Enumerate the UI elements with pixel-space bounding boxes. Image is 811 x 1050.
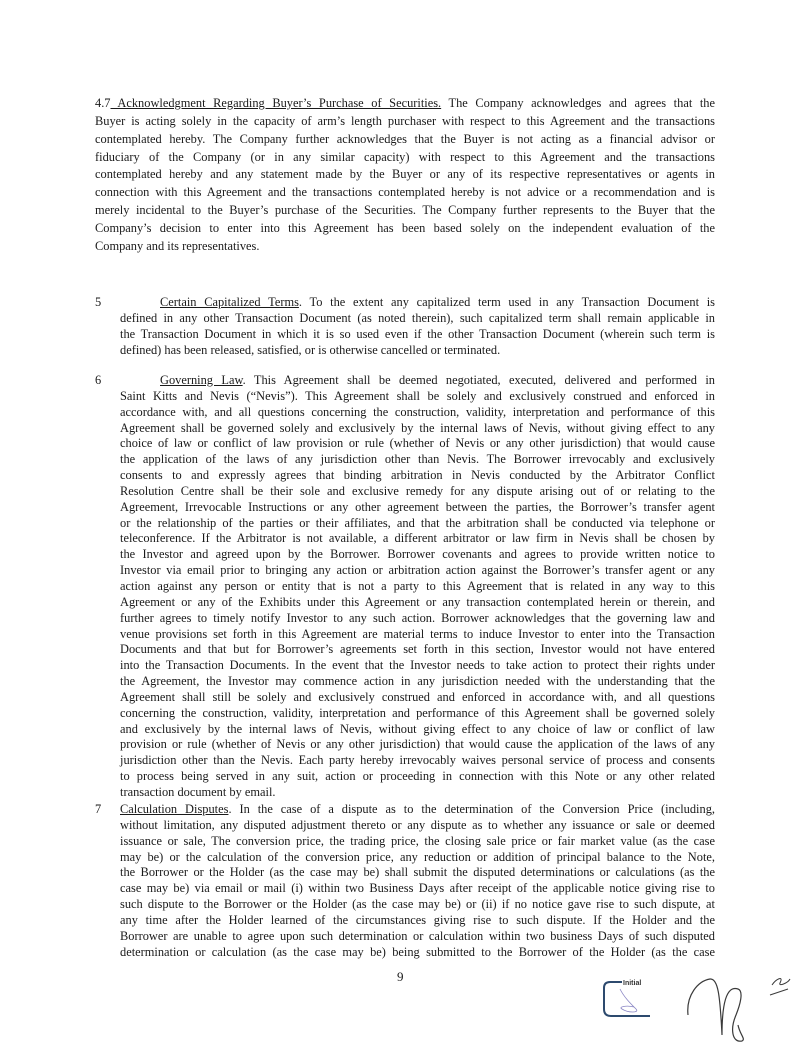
section-heading: Certain Capitalized Terms xyxy=(160,295,299,309)
text-line: action against any person or entity that is not a party to this Agreement that is related in any way to this xyxy=(120,578,715,593)
text-line: The Company acknowledges and agrees that the xyxy=(441,96,716,110)
text-line: Buyer is acting solely in the capacity of arm’s length purchaser with respect to this Agreement and the transactions xyxy=(95,113,715,128)
text-line: consents to and expressly agrees that binding arbitration in Nevis conducted by the Arbitrator Conflict xyxy=(120,468,715,483)
text-line: transaction document by email. xyxy=(120,784,276,799)
text-line: defined in any other Transaction Document (as noted therein), such capitalized term shall remain applicable in xyxy=(120,310,715,325)
text-line: defined) has been released, satisfied, or is otherwise cancelled or terminated. xyxy=(120,342,501,357)
text-line: Borrower are unable to agree upon such determination or calculation within two business Days of such disputed xyxy=(120,928,715,943)
section-5-number: 5 xyxy=(95,295,102,309)
section-7-number: 7 xyxy=(95,802,102,816)
text-line: accordance with, and all questions concerning the construction, validity, interpretation and performance of this xyxy=(120,404,715,419)
text-line: Saint Kitts and Nevis (“Nevis”). This Agreement shall be solely and exclusively construed and enforced in xyxy=(120,388,715,403)
text-line: merely incidental to the Buyer’s purchase of the Securities. The Company further represents to the Buyer that the xyxy=(95,203,715,218)
initial-stamp-frame-icon xyxy=(600,975,652,1020)
text-line: jurisdiction other than the Nevis. Each party hereby irrevocably waives personal service of process and consents xyxy=(120,753,715,768)
signature-handwriting-icon xyxy=(680,965,805,1045)
text-line: concerning the construction, validity, interpretation and performance of this Agreement shall be governed solely xyxy=(120,705,715,720)
text-line: Documents and that but for Borrower’s agreements set forth in this section, Investor would not have entered xyxy=(120,642,715,657)
section-5-first-line xyxy=(120,295,715,311)
text-line: the Agreement, the Investor may commence action in any jurisdiction needed with the understanding that the xyxy=(120,674,715,689)
section-heading: Governing Law xyxy=(160,373,243,387)
text-line: issuance or sale, The conversion price, the trading price, the closing sale price or fair market value (as the case xyxy=(120,833,715,848)
section-number: 4.7 xyxy=(95,96,111,110)
text-line: determination or calculation (as the case may be) being submitted to the Borrower of the Holder (as the case xyxy=(120,944,715,959)
text-line: choice of law or conflict of law provision or rule (whether of Nevis or any other jurisdiction) that would cause xyxy=(120,436,715,451)
text-line: Agreement shall still be solely and exclusively construed and enforced in accordance with, and all questions xyxy=(120,689,715,704)
section-7-first-line xyxy=(120,802,715,818)
text-line: further agrees to timely notify Investor to any such action. Borrower acknowledges that the governing law and xyxy=(120,610,715,625)
text-line: . To the extent any capitalized term used in any Transaction Document is xyxy=(298,295,716,309)
text-line: Company’s decision to enter into this Agreement has been based solely on the independent evaluation of the xyxy=(95,220,715,235)
text-line: into the Transaction Documents. In the event that the Investor needs to take action to protect their rights under xyxy=(120,658,715,673)
text-line: Resolution Centre shall be their sole and exclusive remedy for any dispute arising out of or relating to the xyxy=(120,483,715,498)
section-4-7-first-line xyxy=(95,95,715,113)
text-line: connection with this Agreement and the transactions contemplated hereby is not advice or a recommendation and is xyxy=(95,185,715,200)
text-line: Agreement, Irrevocable Instructions or any other agreement between the parties, the Borrower’s transfer agent xyxy=(120,499,715,514)
section-heading: Acknowledgment Regarding Buyer’s Purchase of Securities. xyxy=(110,96,442,110)
text-line: and exclusively by the internal laws of Nevis, without giving effect to any choice of law or conflict of law xyxy=(120,721,715,736)
text-line: . This Agreement shall be deemed negotiated, executed, delivered and performed in xyxy=(242,373,715,387)
text-line: without limitation, any disputed adjustment thereto or any dispute as to whether any issuance or sale or deemed xyxy=(120,817,715,832)
text-line: Investor via email prior to bringing any action or arbitration action against the Borrower’s transfer agent or any xyxy=(120,563,715,578)
text-line: Agreement shall be governed solely and exclusively by the internal laws of Nevis, without giving effect to any xyxy=(120,420,715,435)
section-5 xyxy=(120,295,715,358)
text-line: the Investor and agreed upon by the Borrower. Borrower covenants and agrees to provide written notice to xyxy=(120,547,715,562)
text-line: fiduciary of the Company (or in any similar capacity) with respect to this Agreement and the transactions xyxy=(95,149,715,164)
text-line: to process being served in any suit, action or proceeding in connection with this Note or any other related xyxy=(120,769,715,784)
section-heading: Calculation Disputes xyxy=(120,802,229,816)
text-line: contemplated hereby. The Company further acknowledges that the Buyer is not acting as a financial advisor or xyxy=(95,131,715,146)
section-6-first-line xyxy=(120,373,715,389)
text-line: Agreement or any of the Exhibits under this Agreement or any transaction contemplated herein or therein, and xyxy=(120,594,715,609)
section-6 xyxy=(120,373,715,801)
section-7 xyxy=(120,802,715,960)
text-line: such dispute to the Borrower or the Holder (as the case may be) or (ii) if no notice gave rise to such dispute, at xyxy=(120,897,715,912)
text-line: the Transaction Document in which it is so used even if the other Transaction Document (wherein such term is xyxy=(120,326,715,341)
text-line: venue provisions set forth in this Agreement are material terms to induce Investor to enter into the Transaction xyxy=(120,626,715,641)
text-line: case may be) via email or mail (i) within two Business Days after receipt of the applicable notice giving rise to xyxy=(120,881,715,896)
signature xyxy=(680,965,805,1045)
text-line: the Borrower or the Holder (as the case may be) shall submit the disputed determinations or calculations (as the xyxy=(120,865,715,880)
section-6-number: 6 xyxy=(95,373,102,387)
section-4-7 xyxy=(95,95,715,256)
text-line: teleconference. If the Arbitrator is not available, a different arbitrator or law firm in Nevis shall be chosen by xyxy=(120,531,715,546)
initial-stamp xyxy=(600,975,652,1020)
text-line: or the relationship of the parties or their affiliates, and that the arbitration shall be conducted via telephone or xyxy=(120,515,715,530)
page-number: 9 xyxy=(397,969,404,984)
text-line: Company and its representatives. xyxy=(95,238,260,253)
initial-handwriting xyxy=(620,989,637,1012)
text-line: provision or rule (whether of Nevis or any other jurisdiction) that would cause the application of the laws of any xyxy=(120,737,715,752)
text-line: . In the case of a dispute as to the determination of the Conversion Price (including, xyxy=(228,802,715,816)
text-line: the application of the laws of any jurisdiction other than Nevis. The Borrower irrevocably and exclusively xyxy=(120,452,715,467)
text-line: contemplated hereby and any statement made by the Buyer or any of its respective representatives or agents in xyxy=(95,167,715,182)
text-line: any time after the Holder learned of the circumstances giving rise to such dispute. If the Holder and the xyxy=(120,912,715,927)
initial-label: Initial xyxy=(623,980,642,987)
text-line: may be) or the calculation of the conversion price, any reduction or addition of principal balance to the Note, xyxy=(120,849,715,864)
